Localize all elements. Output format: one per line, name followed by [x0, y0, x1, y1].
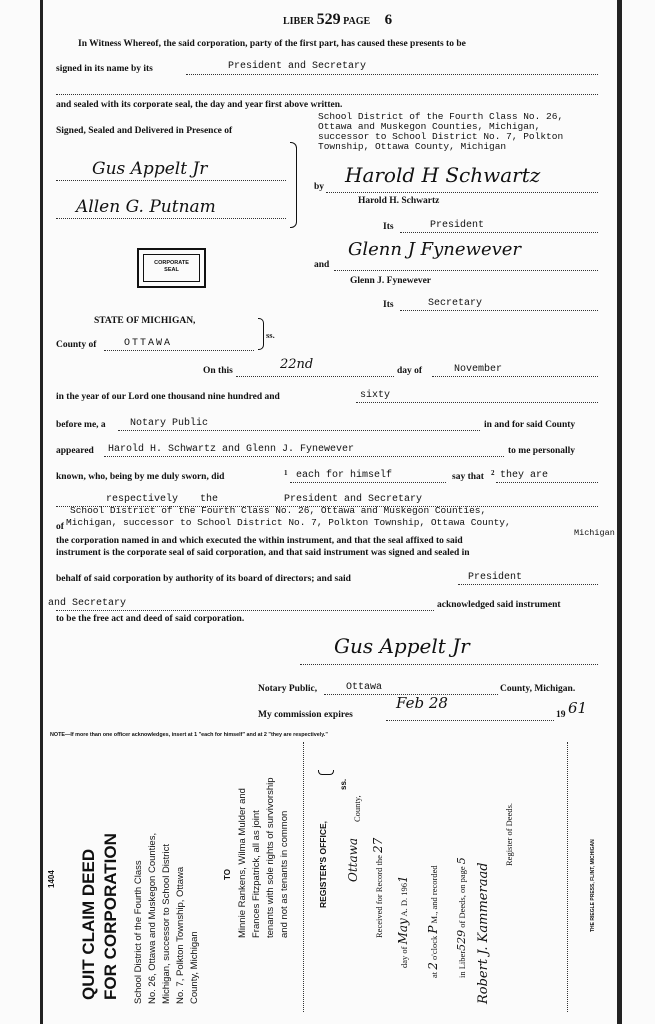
deed-title-line-2: FOR CORPORATION — [101, 833, 120, 1000]
back-county-label: County, — [352, 795, 362, 822]
notary-signature-line — [300, 664, 598, 665]
witness1-signature: Gus Appelt Jr — [92, 159, 208, 179]
received-month: May — [396, 918, 410, 945]
left-margin-rule — [40, 0, 43, 1024]
signed-by-value: President and Secretary — [228, 61, 367, 72]
printer-label: THE RIEGLE PRESS, FLINT, MICHIGAN — [590, 839, 596, 932]
in-and-for-label: in and for said County — [484, 420, 576, 430]
corporate-seal — [137, 248, 206, 288]
seal-line-2: SEAL — [164, 267, 179, 273]
deed-title — [78, 833, 122, 1000]
grantee-block: Minnie Rankens, Wilma Mulder and Frances Fitzpatrick, all as joint tenants with sole rights of survivorship and not as tenants in common — [237, 777, 290, 938]
sup-2: 2 — [491, 469, 495, 477]
day-of-label: day of — [397, 366, 423, 376]
state-label: STATE OF MICHIGAN, — [94, 316, 196, 326]
body-line-2: instrument is the corporate seal of said corporation, and that said instrument was signed and sealed in — [56, 548, 470, 558]
witness2-signature: Allen G. Putnam — [76, 197, 216, 217]
signer1-line — [326, 192, 598, 193]
sup-1: 1 — [284, 469, 288, 477]
commission-label: My commission expires — [258, 710, 353, 720]
form-number: 1404 — [47, 870, 56, 888]
back-county-hand: Ottawa — [346, 837, 360, 882]
appeared-line — [104, 456, 504, 457]
day-value: 22nd — [280, 357, 314, 372]
notary-corp-line-2: Michigan, successor to School District No. 7, Polkton Township, Ottawa County, — [66, 517, 511, 528]
to-me-label: to me personally — [508, 446, 576, 456]
body-line-5: to be the free act and deed of said corporation. — [56, 614, 245, 624]
body3-value: President — [468, 572, 523, 583]
register-signature: Robert J. Kammeraad — [476, 862, 491, 1004]
commission-line — [386, 720, 554, 721]
sealed-text: and sealed with its corporate seal, the day and year first above written. — [56, 100, 343, 110]
month-value: November — [454, 364, 503, 375]
signer2-title: Secretary — [428, 298, 483, 309]
commission-value: Feb 28 — [396, 694, 448, 712]
officer-line — [118, 430, 480, 431]
signed-by-label: signed in its name by its — [56, 64, 153, 74]
of-label: of — [56, 522, 64, 532]
month-line-back: day of May A. D. 1961 — [396, 875, 410, 968]
commission-year-prefix: 19 — [556, 710, 566, 720]
received-hour: 2 — [426, 962, 440, 970]
state-brace — [258, 318, 264, 350]
each-line — [290, 482, 446, 483]
signer1-title: President — [430, 220, 485, 231]
notary-corp-line-3: Michigan — [574, 528, 615, 538]
year-value: sixty — [360, 390, 391, 401]
month-line — [432, 376, 598, 377]
respectively-value: respectively — [106, 494, 179, 505]
liber-line-back: in Liber529 of Deeds, on page 5 — [455, 857, 468, 978]
grantor-block: School District of the Fourth Class No. 26, Ottawa and Muskegon Counties, Michigan, successor to School District No. 7, Polkton Township, Ottawa County, Michigan — [133, 832, 200, 1004]
signed-sealed-label: Signed, Sealed and Delivered in Presence of — [56, 126, 233, 136]
say-that-label: say that — [452, 472, 484, 482]
right-margin-rule — [617, 0, 622, 1024]
notary-county-value: Ottawa — [346, 682, 383, 693]
to-label: TO — [223, 869, 232, 880]
body-line-4-suffix: acknowledged said instrument — [437, 600, 561, 610]
received-year: 1 — [396, 875, 410, 883]
received-line: Received for Record the 27 — [371, 837, 385, 938]
deed-title-line-1: QUIT CLAIM DEED — [79, 848, 98, 1000]
they-value: they are — [500, 470, 549, 481]
county-value: OTTAWA — [124, 338, 173, 349]
signer1-signature: Harold H Schwartz — [345, 163, 541, 187]
body4-value: and Secretary — [48, 598, 127, 609]
titles-value: President and Secretary — [284, 494, 423, 505]
seal-line-1: CORPORATE — [154, 260, 189, 266]
county-michigan-label: County, Michigan. — [500, 684, 576, 694]
back-liber-value: 529 — [455, 929, 468, 951]
notary-signature: Gus Appelt Jr — [334, 634, 470, 658]
signer2-line — [334, 270, 598, 271]
notary-public-label: Notary Public, — [258, 684, 318, 694]
back-divider-1 — [303, 742, 304, 1012]
they-line — [496, 482, 598, 483]
the-value: the — [200, 494, 219, 505]
body-line-1: the corporation named in and which executed the within instrument, and that the seal affixed to said — [56, 536, 463, 546]
register-label: Register of Deeds. — [504, 802, 514, 866]
witness2-line — [56, 218, 286, 219]
witness-brace — [290, 142, 297, 228]
officer-value: Notary Public — [130, 418, 209, 429]
blank-line — [56, 94, 598, 95]
registers-office-label: REGISTER'S OFFICE, — [318, 820, 328, 908]
year-line — [356, 402, 598, 403]
time-line-back: at 2 o'clock P M., and recorded — [426, 865, 440, 978]
day-line — [236, 376, 394, 377]
liber-header: LIBER 529 PAGE 6 — [283, 11, 393, 28]
county-label: County of — [56, 340, 97, 350]
body4-line — [56, 610, 434, 611]
signer2-signature: Glenn J Fynewever — [348, 239, 522, 260]
witness-whereof-text: In Witness Whereof, the said corporation, party of the first part, has caused these presents to be — [78, 39, 466, 49]
appeared-label: appeared — [56, 446, 94, 456]
on-this-label: On this — [203, 366, 233, 376]
received-meridiem: P — [426, 925, 440, 934]
note-text: NOTE—If more than one officer acknowledges, insert at 1 "each for himself" and at 2 "they are respectively." — [50, 732, 328, 738]
its-label-2: Its — [383, 300, 394, 310]
registers-brace — [318, 770, 334, 775]
year-text: in the year of our Lord one thousand nine hundred and — [56, 392, 280, 402]
before-me-label: before me, a — [56, 420, 106, 430]
received-day: 27 — [371, 837, 385, 854]
ss-label: ss. — [266, 330, 275, 340]
signer2-title-line — [400, 310, 598, 311]
body-line-3: behalf of said corporation by authority of its board of directors; and said — [56, 574, 351, 584]
its-label-1: Its — [383, 222, 394, 232]
signer2-name: Glenn J. Fynewever — [350, 276, 432, 286]
county-line — [104, 350, 254, 351]
signer1-title-line — [400, 232, 598, 233]
body3-line — [458, 584, 598, 585]
back-divider-2 — [567, 742, 568, 1012]
corporation-block: School District of the Fourth Class No. 26, Ottawa and Muskegon Counties, Michigan, successor to School District No. 7, Polkton Township, Ottawa County, Michigan — [318, 111, 564, 152]
signed-by-line — [186, 74, 598, 75]
known-label: known, who, being by me duly sworn, did — [56, 472, 225, 482]
and-label: and — [314, 260, 330, 270]
back-page-value: 5 — [455, 857, 468, 865]
appeared-value: Harold H. Schwartz and Glenn J. Fynewever — [108, 444, 355, 455]
signer1-name: Harold H. Schwartz — [358, 196, 440, 206]
each-value: each for himself — [296, 470, 393, 481]
by-label: by — [314, 182, 325, 192]
notary-corp-line-1: School District of the Fourth Class No. 26, Ottawa and Muskegon Counties, — [70, 505, 487, 516]
commission-year: 61 — [568, 699, 588, 717]
witness1-line — [56, 180, 286, 181]
back-ss-label: ss. — [339, 778, 348, 790]
